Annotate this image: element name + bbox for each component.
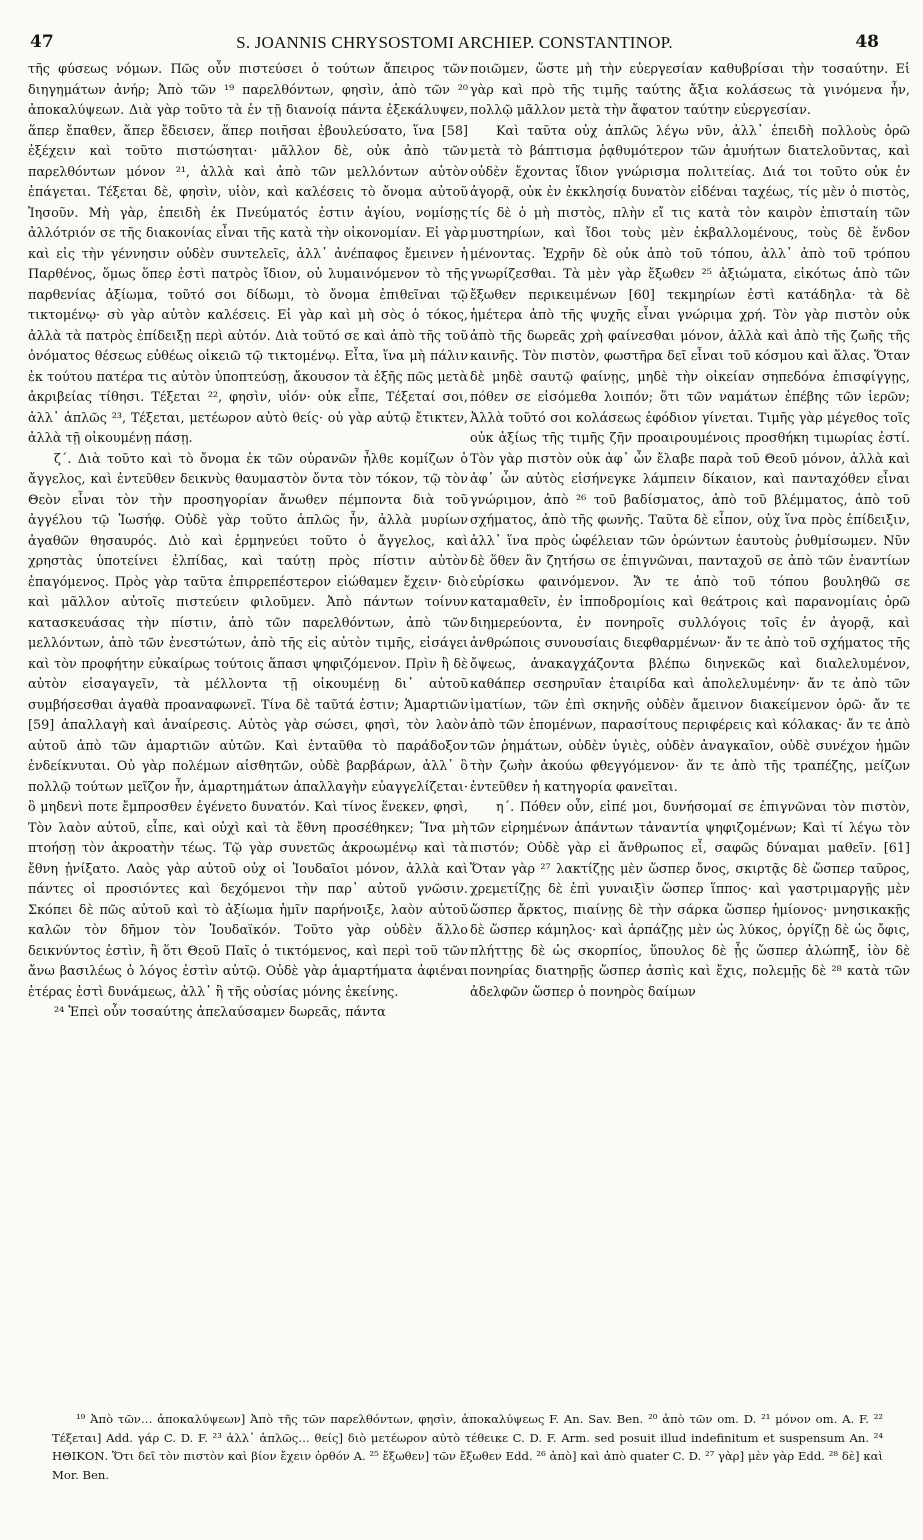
footnotes <box>52 1410 883 1484</box>
paragraph: τῆς φύσεως νόμων. Πῶς οὖν πιστεύσει ὁ τούτων ἄπειρος τῶν διηγημάτων ἀνήρ; Ἀπὸ τῶν ¹⁹ παρελθόντων, φησὶν, ἀπὸ τῶν ²⁰ ἀποκαλύψεων. Διὰ γὰρ τοῦτο τὰ ἐν τῇ διανοίᾳ πάντα ἐξεκάλυψεν, ἅπερ ἔπαθεν, ἅπερ ἔδεισεν, ἅπερ ποιῆσαι ἐβουλεύσατο, ἵνα [58] ἐξέχειν καὶ τοῦτο πιστώσηται· μᾶλλον δὲ, οὐκ ἀπὸ τῶν παρελθόντων μόνον ²¹, ἀλλὰ καὶ ἀπὸ τῶν μελλόντων αὐτὸν ἐπάγεται. Τέξεται δὲ, φησὶν, υἱὸν, καὶ καλέσεις τὸ ὄνομα αὐτοῦ Ἰησοῦν. Μὴ γὰρ, ἐπειδὴ ἐκ Πνεύματός ἐστιν ἁγίου, νομίσῃς ἀλλότριόν σε τῆς διακονίας εἶναι τῆς κατὰ τὴν οἰκονομίαν. Εἰ γὰρ καὶ εἰς τὴν γέννησιν οὐδὲν συντελεῖς, ἀλλ᾿ ἀνέπαφος ἔμεινεν ἡ Παρθένος, ὅμως ὅπερ ἐστὶ πατρὸς ἴδιον, οὐ λυμαινόμενον τὸ τῆς παρθενίας ἀξίωμα, τοῦτό σοι δίδωμι, τὸ ὄνομα ἐπιθεῖναι τῷ τικτομένῳ· σὺ γὰρ αὐτὸν καλέσεις. Εἰ γὰρ καὶ μὴ σὸς ὁ τόκος, ἀλλὰ τὰ πατρὸς ἐπίδειξῃ περὶ αὐτόν. Διὰ τοῦτό σε καὶ ἀπὸ τῆς τοῦ ὀνόματος θέσεως εὐθέως οἰκειῶ τῷ τικτομένῳ. Εἶτα, ἵνα μὴ πάλιν ἐκ τούτου πατέρα τις αὐτὸν ὑποπτεύσῃ, ἄκουσον τὰ ἑξῆς πῶς μετὰ ἀκριβείας τίθησι. Τέξεται ²², φησὶν, υἱόν· οὐκ εἶπε, Τέξεταί σοι, ἀλλ᾿ ἁπλῶς ²³, Τέξεται, μετέωρον αὐτὸ θείς· οὐ γὰρ αὐτῷ ἔτικτεν, ἀλλὰ τῇ οἰκουμένῃ πάσῃ. <box>28 62 468 446</box>
paragraph: ποιῶμεν, ὥστε μὴ τὴν εὐεργεσίαν καθυβρίσαι τὴν τοσαύτην. Εἰ γὰρ καὶ πρὸ τῆς τιμῆς ταύτης ἄξια κολάσεως τὰ γινόμενα ἦν, πολλῷ μᾶλλον μετὰ τὴν ἄφατον ταύτην εὐεργεσίαν. <box>470 62 910 118</box>
paragraph: ²⁴ Ἐπεὶ οὖν τοσαύτης ἀπελαύσαμεν δωρεᾶς, πάντα <box>54 1005 386 1020</box>
left-column <box>28 60 468 1024</box>
page-number-right: 48 <box>855 32 879 52</box>
paragraph: Καὶ ταῦτα οὐχ ἁπλῶς λέγω νῦν, ἀλλ᾿ ἐπειδὴ πολλοὺς ὁρῶ μετὰ τὸ βάπτισμα ῥᾳθυμότερον τῶν ἀμυήτων διατελοῦντας, καὶ οὐδὲν ἔχοντας ἴδιον γνώρισμα πολιτείας. Διά τοι τοῦτο οὐκ ἐν ἀγορᾷ, οὐκ ἐν ἐκκλησίᾳ δυνατὸν εἰδέναι ταχέως, τίς μὲν ὁ πιστὸς, τίς δὲ ὁ μὴ πιστὸς, πλὴν εἴ τις κατὰ τὸν καιρὸν ἐπισταίη τῶν μυστηρίων, καὶ ἴδοι τοὺς μὲν ἐκβαλλομένους, τοὺς δὲ ἔνδον μένοντας. Ἐχρῆν δὲ οὐκ ἀπὸ τοῦ τόπου, ἀλλ᾿ ἀπὸ τοῦ τρόπου γνωρίζεσθαι. Τὰ μὲν γὰρ ἔξωθεν ²⁵ ἀξιώματα, εἰκότως ἀπὸ τῶν ἔξωθεν περικειμένων [60] τεκμηρίων ἐστὶ κατάδηλα· τὰ δὲ ἡμέτερα ἀπὸ τῆς ψυχῆς εἶναι γνώριμα χρή. Τὸν γὰρ πιστὸν οὐκ ἀπὸ τῆς δωρεᾶς χρὴ φαίνεσθαι μόνον, ἀλλὰ καὶ ἀπὸ τῆς ζωῆς τῆς καινῆς. Τὸν πιστὸν, φωστῆρα δεῖ εἶναι τοῦ κόσμου καὶ ἅλας. Ὅταν δὲ μηδὲ σαυτῷ φαίνῃς, μηδὲ τὴν οἰκείαν σηπεδόνα ἐπισφίγγῃς, πόθεν σε εἰσόμεθα λοιπόν; ὅτι τῶν ναμάτων ἐπέβης τῶν ἱερῶν; Ἀλλὰ τοῦτό σοι κολάσεως ἐφόδιον γίνεται. Τιμῆς γὰρ μέγεθος τοῖς οὐκ ἀξίως τῆς τιμῆς ζῆν προαιρουμένοις προσθήκη τιμωρίας ἐστί. Τὸν γὰρ πιστὸν οὐκ ἀφ᾿ ὧν ἔλαβε παρὰ τοῦ Θεοῦ μόνον, ἀλλὰ καὶ ἀφ᾿ ὧν αὐτὸς εἰσήνεγκε λάμπειν δίκαιον, καὶ πανταχόθεν εἶναι γνώριμον, ἀπὸ ²⁶ τοῦ βαδίσματος, ἀπὸ τοῦ βλέμματος, ἀπὸ τοῦ σχήματος, ἀπὸ τῆς φωνῆς. Ταῦτα δὲ εἶπον, οὐχ ἵνα πρὸς ἐπίδειξιν, ἀλλ᾿ ἵνα πρὸς ὠφέλειαν τῶν ὁρώντων ἑαυτοὺς ῥυθμίσωμεν. Νῦν δὲ ὅθεν ἂν ζητήσω σε ἐπιγνῶναι, πανταχοῦ σε ἀπὸ τῶν ἐναντίων εὑρίσκω φαινόμενον. Ἄν τε ἀπὸ τοῦ τόπου βουληθῶ σε καταμαθεῖν, ἐν ἱπποδρομίοις καὶ θεάτροις καὶ παρανομίαις ὁρῶ διημερεύοντα, ἐν πονηροῖς συλλόγοις τοῖς ἐν ἀγορᾷ, καὶ ἀνθρώποις συνουσίαις διεφθαρμένων· ἄν τε ἀπὸ τοῦ σχήματος τῆς ὄψεως, ἀνακαγχάζοντα βλέπω διηνεκῶς καὶ διαλελυμένον, καθάπερ σεσηρυῖαν ἑταιρίδα καὶ ἀπολελυμένην· ἄν τε ἀπὸ τῶν ἱματίων, τῶν ἐπὶ σκηνῆς οὐδὲν ἄμεινον διακείμενον ὁρῶ· ἄν τε ἀπὸ τῶν ἑπομένων, παρασίτους περιφέρεις καὶ κόλακας· ἄν τε ἀπὸ τῶν ῥημάτων, οὐδὲν ὑγιὲς, οὐδὲν ἀναγκαῖον, οὐδὲ συνέχον ἡμῶν τὴν ζωὴν ἀκούω φθεγγόμενον· ἄν τε ἀπὸ τῆς τραπέζης, μείζων ἐντεῦθεν ἡ κατηγορία φανεῖται. <box>470 123 910 795</box>
right-column <box>470 60 910 1003</box>
page-number-left: 47 <box>30 32 54 52</box>
paragraph: ζ΄. Διὰ τοῦτο καὶ τὸ ὄνομα ἐκ τῶν οὐρανῶν ἦλθε κομίζων ὁ ἄγγελος, καὶ ἐντεῦθεν δεικνὺς θαυμαστὸν ὄντα τὸν τόκον, τῷ τὸν Θεὸν εἶναι τὸν τὴν προσηγορίαν ἄνωθεν πέμποντα διὰ τοῦ ἀγγέλου τῷ Ἰωσήφ. Οὐδὲ γὰρ τοῦτο ἁπλῶς ἦν, ἀλλὰ μυρίων ἀγαθῶν θησαυρός. Διὸ καὶ ἑρμηνεύει τοῦτο ὁ ἄγγελος, καὶ χρηστὰς ὑποτείνει ἐλπίδας, καὶ ταύτῃ πρὸς πίστιν αὐτὸν ἐπαγόμενος. Πρὸς γὰρ ταῦτα ἐπιρρεπέστερον εἰώθαμεν ἔχειν· διὸ καὶ μᾶλλον αὐτοῖς πιστεύειν φιλοῦμεν. Ἀπὸ πάντων τοίνυν κατασκευάσας τὴν πίστιν, ἀπὸ τῶν παρελθόντων, ἀπὸ τῶν μελλόντων, ἀπὸ τῶν ἐνεστώτων, ἀπὸ τῆς εἰς αὐτὸν τιμῆς, εἰσάγει καὶ τὸν προφήτην εὐκαίρως τούτοις ἅπασι ψηφιζόμενον. Πρὶν ἢ δὲ αὐτὸν εἰσαγαγεῖν, τὰ μέλλοντα τῇ οἰκουμένῃ δι᾿ αὐτοῦ συμβήσεσθαι ἀγαθὰ προαναφωνεῖ. Τίνα δὲ ταῦτά ἐστιν; Ἁμαρτιῶν [59] ἀπαλλαγὴ καὶ ἀναίρεσις. Αὐτὸς γὰρ σώσει, φησὶ, τὸν λαὸν αὐτοῦ ἀπὸ τῶν ἁμαρτιῶν αὐτῶν. Καὶ ἐνταῦθα τὸ παράδοξον ἐνδείκνυται. Οὐ γὰρ πολέμων αἰσθητῶν, οὐδὲ βαρβάρων, ἀλλ᾿ ὃ πολλῷ τούτων μεῖζον ἦν, ἁμαρτημάτων ἀπαλλαγὴν εὐαγγελίζεται· ὃ μηδενὶ ποτε ἔμπροσθεν ἐγένετο δυνατόν. Καὶ τίνος ἕνεκεν, φησὶ, Τὸν λαὸν αὐτοῦ, εἶπε, καὶ οὐχὶ καὶ τὰ ἔθνη προσέθηκεν; Ἵνα μὴ πτοήσῃ τὸν ἀκροατὴν τέως. Τῷ γὰρ συνετῶς ἀκροωμένῳ καὶ τὰ ἔθνη ᾐνίξατο. Λαὸς γὰρ αὐτοῦ οὐχ οἱ Ἰουδαῖοι μόνον, ἀλλὰ καὶ πάντες οἱ προσιόντες καὶ δεχόμενοι τὴν παρ᾿ αὐτοῦ γνῶσιν. Σκόπει δὲ πῶς αὐτοῦ καὶ τὸ ἀξίωμα ἡμῖν παρήνοιξε, λαὸν αὐτοῦ καλῶν τὸν δῆμον τὸν Ἰουδαϊκόν. Τοῦτο γὰρ οὐδὲν ἄλλο δεικνύντος ἐστὶν, ἢ ὅτι Θεοῦ Παῖς ὁ τικτόμενος, καὶ περὶ τοῦ τῶν ἄνω βασιλέως ὁ λόγος ἐστὶν αὐτῷ. Οὐδὲ γὰρ ἁμαρτήματα ἀφιέναι ἑτέρας ἐστὶ δυνάμεως, ἀλλ᾿ ἢ τῆς οὐσίας μόνης ἐκείνης. <box>28 451 468 1000</box>
running-title: S. JOANNIS CHRYSOSTOMI ARCHIEP. CONSTANTINOP. <box>236 33 673 52</box>
paragraph: η΄. Πόθεν οὖν, εἰπέ μοι, δυνήσομαί σε ἐπιγνῶναι τὸν πιστὸν, τῶν εἰρημένων ἁπάντων τἀναντία ψηφιζομένων; Καὶ τί λέγω τὸν πιστόν; Οὐδὲ γὰρ εἰ ἄνθρωπος εἶ, σαφῶς δύναμαι μαθεῖν. [61] Ὅταν γὰρ ²⁷ λακτίζῃς μὲν ὥσπερ ὄνος, σκιρτᾷς δὲ ὥσπερ ταῦρος, χρεμετίζῃς δὲ ἐπὶ γυναιξὶν ὥσπερ ἵππος· καὶ γαστριμαργῇς μὲν ὥσπερ ἄρκτος, πιαίνῃς δὲ τὴν σάρκα ὥσπερ ἡμίονος· μνησικακῇς δὲ ὥσπερ κάμηλος· καὶ ἁρπάζῃς μὲν ὡς λύκος, ὀργίζῃ δὲ ὡς ὄφις, πλήττῃς δὲ ὡς σκορπίος, ὕπουλος δὲ ᾖς ὥσπερ ἀλώπηξ, ἰὸν δὲ πονηρίας διατηρῇς ὥσπερ ἀσπὶς καὶ ἔχις, πολεμῇς δὲ ²⁸ κατὰ τῶν ἀδελφῶν ὥσπερ ὁ πονηρὸς δαίμων <box>470 800 910 1000</box>
footnote-block: ¹⁹ Ἀπὸ τῶν… ἀποκαλύψεων] Ἀπὸ τῆς τῶν παρελθόντων, φησὶν, ἀποκαλύψεως F. An. Sav. Ben. ²⁰ ἀπὸ τῶν om. D. ²¹ μόνον om. A. F. ²² Τέξεται] Add. γάρ C. D. F. ²³ ἀλλ᾿ ἁπλῶς… θείς] διὸ μετέωρον αὐτὸ τέθεικε C. D. F. Arm. sed posuit illud indefinitum et suspensum An. ²⁴ ΗΘΙΚΟΝ. Ὅτι δεῖ τὸν πιστὸν καὶ βίον ἔχειν ὀρθόν A. ²⁵ ἔξωθεν] τῶν ἔξωθεν Edd. ²⁶ ἀπὸ] καὶ ἀπὸ quater C. D. ²⁷ γὰρ] μὲν γὰρ Edd. ²⁸ δὲ] καὶ Mor. Ben. <box>52 1412 883 1482</box>
page-header <box>30 32 879 58</box>
